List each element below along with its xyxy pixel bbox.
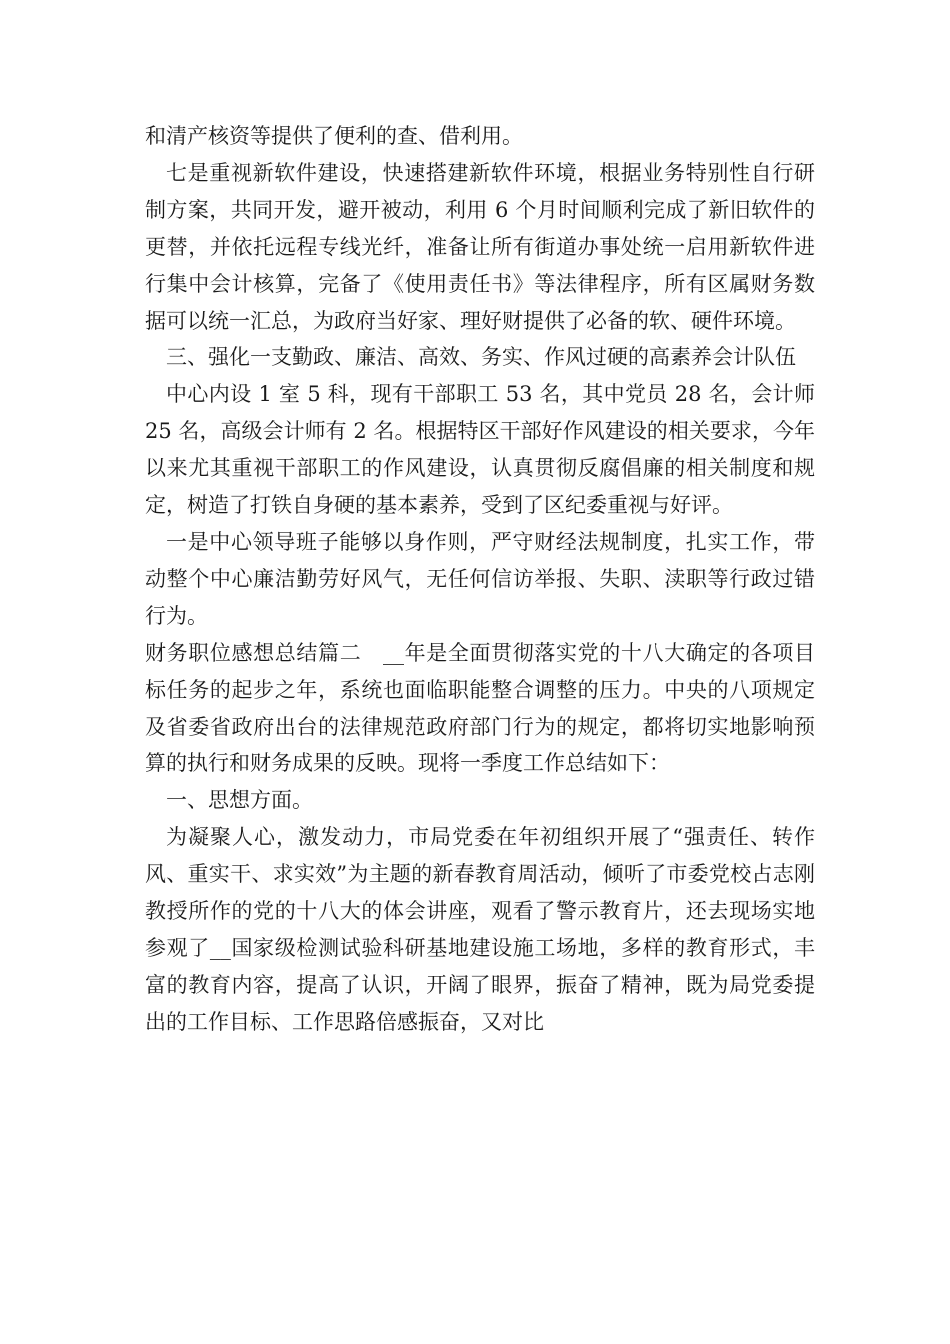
document-body	[145, 118, 822, 1041]
paragraph: 中心内设 1 室 5 科，现有干部职工 53 名，其中党员 28 名，会计师 25 名，高级会计师有 2 名。根据特区干部好作风建设的相关要求，今年以来尤其重视干部职工的作风建设，认真贯彻反腐倡廉的相关制度和规定，树造了打铁自身硬的基本素养，受到了区纪委重视与好评。	[145, 382, 822, 518]
paragraph: 为凝聚人心，激发动力，市局党委在年初组织开展了“强责任、转作风、重实干、求实效”为主题的新春教育周活动，倾听了市委党校占志刚教授所作的党的十八大的体会讲座，观看了警示教育片，还去现场实地参观了__国家级检测试验科研基地建设施工场地，多样的教育形式，丰富的教育内容，提高了认识，开阔了眼界，振奋了精神，既为局党委提出的工作目标、工作思路倍感振奋，又对比	[145, 825, 815, 1034]
section-heading: 一、思想方面。	[166, 788, 313, 813]
paragraph: 一是中心领导班子能够以身作则，严守财经法规制度，扎实工作，带动整个中心廉洁勤劳好风气，无任何信访举报、失职、渎职等行政过错行为。	[145, 529, 815, 628]
section-heading: 三、强化一支勤政、廉洁、高效、务实、作风过硬的高素养会计队伍	[166, 345, 796, 370]
paragraph: 和清产核资等提供了便利的查、借利用。	[145, 124, 523, 148]
paragraph: 七是重视新软件建设，快速搭建新软件环境，根据业务特别性自行研制方案，共同开发，避开被动，利用 6 个月时间顺利完成了新旧软件的更替，并依托远程专线光纤，准备让所有街道办事处统一启用新软件进行集中会计核算，完备了《使用责任书》等法律程序，所有区属财务数据可以统一汇总，为政府当好家、理好财提供了必备的软、硬件环境。	[145, 160, 815, 333]
paragraph: 财务职位感想总结篇二 __年是全面贯彻落实党的十八大确定的各项目标任务的起步之年，系统也面临职能整合调整的压力。中央的八项规定及省委省政府出台的法律规范政府部门行为的规定，都将切实地影响预算的执行和财务成果的反映。现将一季度工作总结如下：	[145, 640, 815, 776]
